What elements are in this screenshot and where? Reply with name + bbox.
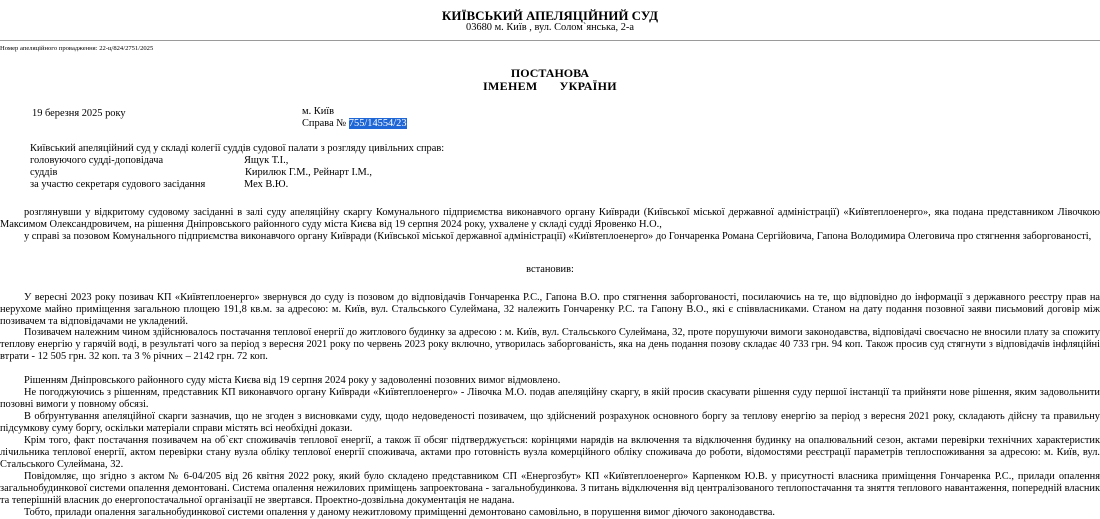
intro-paragraph: у справі за позовом Комунального підприємства виконавчого органу Київради (Київської міської державної адміністрації) «Київтеплоенерго» до Гончаренка Романа Сергійовича, Гапона Володимира Олеговича про стягнення заборгованості, [24,231,1092,242]
composition-value: Ящук Т.І., [244,155,289,166]
document-subtitle [0,80,1100,93]
appeal-case-number: Номер апеляційного провадження: 22-ц/824/2751/2025 [0,45,154,52]
composition-label: суддів [30,167,58,178]
composition-label: за участю секретаря судового засідання [30,179,206,190]
decision-city: м. Київ [302,106,335,117]
court-name: КИЇВСЬКИЙ АПЕЛЯЦІЙНИЙ СУД [441,8,659,23]
body-paragraph: Рішенням Дніпровського районного суду міста Києва від 19 серпня 2024 року у задоволенні позовних вимог відмовлено. [24,375,561,386]
body-paragraph: Не погоджуючись з рішенням, представник КП виконавчого органу Київради «Київтеплоенерго» - Лівочка М.О. подав апеляційну скаргу, в якій просив скасувати рішення суду першої інстанції та прийняти нове рішення, яким задовольнити позовні вимоги у повному обсязі. [0,387,1100,411]
court-address: 03680 м. Київ , вул. Солом`янська, 2-а [466,22,634,33]
composition-row-secretary [30,179,289,191]
body-paragraph: Крім того, факт постачання позивачем на об`єкт споживачів теплової енергії, а також її обсяг підтверджується: корінцями нарядів на включення та відключення будинку на опалювальний сезон, актами перевірки технічних характеристик лічильника теплової енергії, актом перевірки стану вузла обліку теплової енергії споживача, актами про готовність вузла комерційного обліку споживача до роботи, відомостями реєстрації параметрів теплоспоживання за адресою: м. Київ, вул. Стальського Сулеймана, 32. [0,435,1100,471]
composition-row-judges [30,167,372,179]
case-reference [302,118,407,130]
body-paragraph: В обґрунтування апеляційної скарги зазначив, що не згоден з висновками суду, щодо недоведеності позивачем, що здійснений розрахунок основного боргу за теплову енергію за період з вересня 2021 року, складають дійсну та правильну підсумкову суму боргу, оскільки матеріали справи містять всі необхідні докази. [0,411,1100,435]
subtitle-word-2: УКРАЇНИ [559,79,617,93]
document-title: ПОСТАНОВА [510,66,590,80]
body-paragraph: Тобто, прилади опалення загальнобудинкової системи опалення у даному нежитловому приміщенні демонтовано самовільно, в порушення вимог діючого законодавства. [24,507,775,518]
section-heading: встановив: [526,264,574,275]
composition-label: головуючого судді-доповідача [30,155,164,166]
case-label: Справа № [302,118,349,129]
composition-row-presiding [30,155,289,167]
body-paragraph: У вересні 2023 року позивач КП «Київтеплоенерго» звернувся до суду із позовом до відповідачів Гончаренка Р.С., Гапона В.О. про стягнення заборгованості, посилаючись на те, що відповідно до інформації з державного реєстру прав на нерухоме майно приміщення загальною площею 191,8 кв.м. за адресою: м. Київ, вул. Стальського Сулеймана, 32 належить Гончаренку Р.С. та Гапону В.О., які є співвласниками. Станом на дату подання позовної заяви письмовий договір між позивачем та відповідачами не укладений. [0,292,1100,328]
composition-value: Кирилюк Г.М., Рейнарт І.М., [245,167,372,178]
intro-paragraph: розглянувши у відкритому судовому засіданні в залі суду апеляційну скаргу Комунального підприємства виконавчого органу Київради (Київської міської державної адміністрації) «Київтеплоенерго», яка подана представником Лівочкою Максимом Олександровичем, на рішення Дніпровського районного суду міста Києва від 19 серпня 2024 року, ухвалене у складі судді Яровенко Н.О., [0,207,1100,231]
body-paragraph: Повідомляє, що згідно з актом № 6-04/205 від 26 квітня 2022 року, який було складено представником СП «Енергозбут» КП «Київтеплоенерго» Карпенком Ю.В. у присутності власника приміщення Гончаренка Р.С., прилади опалення загальнобудинкової системи опалення демонтовані. Система опалення нежилових приміщень запроектована - загальнобудинкова. З питань відключення від централізованого теплопостачання та зняття теплового навантаження, попередній власник та теперішній власник до енергопостачальної організації не звертався. Проектно-дозвільна документація не надана. [0,471,1100,507]
composition-intro: Київський апеляційний суд у складі колегії суддів судової палати з розгляду цивільних справ: [30,143,445,154]
composition-value: Мех В.Ю. [244,179,289,190]
subtitle-word-1: ІМЕНЕМ [483,79,538,93]
header-divider [0,40,1100,41]
case-number-link[interactable]: 755/14554/23 [348,118,407,129]
decision-date: 19 березня 2025 року [32,108,126,119]
body-paragraph: Позивачем належним чином здійснювалось постачання теплової енергії до житлового будинку за адресою : м. Київ, вул. Стальського Сулеймана, 32, проте порушуючи вимоги законодавства, відповідачі своєчасно не вносили плату за спожиту теплову енергію у гарячій воді, в результаті чого за період з вересня 2021 року по червень 2023 року включно, утворилась заборгованість, яка на день подання позову складає 40 733 грн. 94 коп. Також просив суд стягнути з відповідачів інфляційні втрати - 12 505 грн. 32 коп. та 3 % річних – 2142 грн. 72 коп. [0,327,1100,363]
